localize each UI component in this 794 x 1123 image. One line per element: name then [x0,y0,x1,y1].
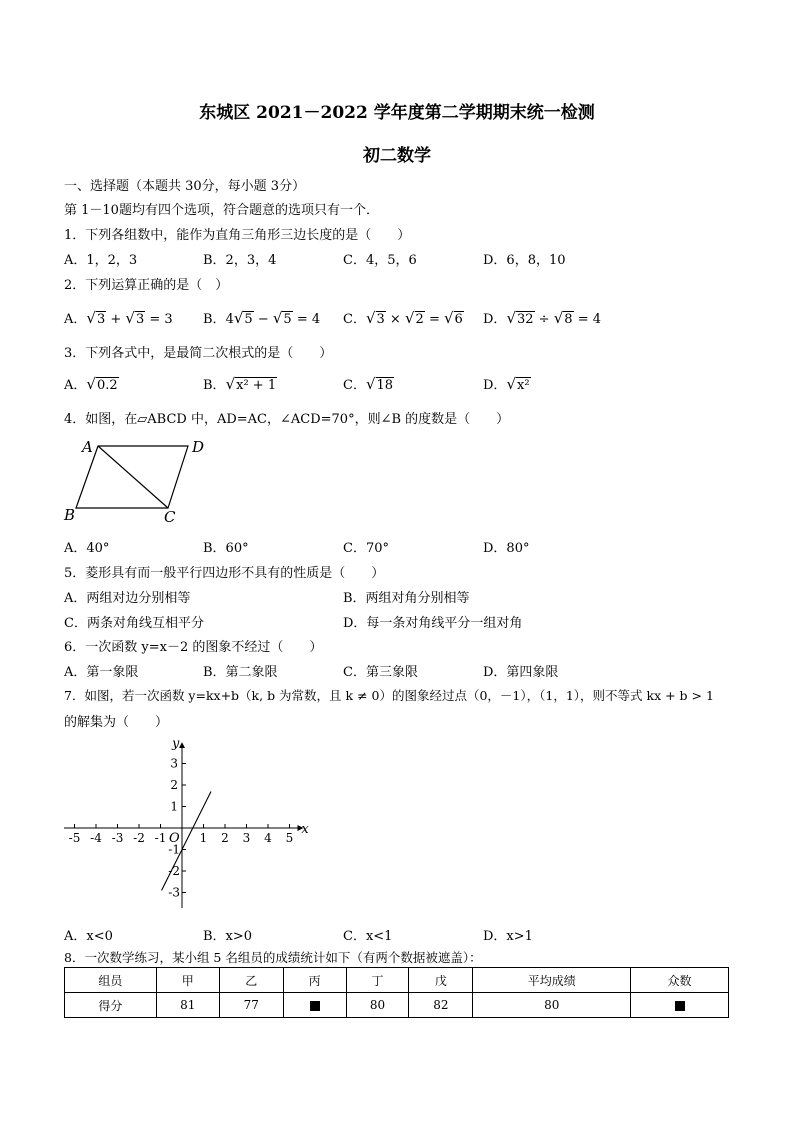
q7-stem: 7．如图，若一次函数 y=kx+b（k, b 为常数，且 k ≠ 0）的图象经过点（0，－1），（1，1），则不等式 kx + b > 1 [64,688,714,703]
section-heading: 一、选择题（本题共 30分，每小题 3分） [64,179,306,194]
page-subtitle: 初二数学 [363,146,431,166]
q2-option-a: A．√3 + √3 = 3 [64,309,173,327]
score-cell: 80 [346,993,409,1018]
x-tick-label: -1 [154,831,167,845]
y-tick-label: 1 [170,799,178,814]
q1-stem: 1．下列各组数中，能作为直角三角形三边长度的是（ ） [64,228,411,243]
q7-stem-2: 的解集为（ ） [64,715,169,730]
y-tick-label: 3 [170,756,178,771]
average-cell: 80 [473,993,631,1018]
parallelogram-figure [60,434,220,526]
page-title: 东城区 2021－2022 学年度第二学期期末统一检测 [199,103,595,123]
x-tick-label: 3 [242,831,251,845]
q6-option-d: D．第四象限 [483,665,559,680]
x-tick-label: 4 [264,831,272,845]
origin-label: O [169,831,180,846]
header-cell: 组员 [65,968,157,993]
q5-option-d: D．每一条对角线平分一组对角 [343,616,523,631]
q5-stem: 5．菱形具有而一般平行四边形不具有的性质是（ ） [64,566,385,581]
header-cell: 平均成绩 [473,968,631,993]
vertex-a: A [82,438,93,456]
y-axis-label: y [172,738,180,752]
x-tick-label: 5 [285,831,294,845]
q5-option-b: B．两组对角分别相等 [343,591,470,606]
x-tick-label: -2 [133,831,145,845]
covered-cell [631,993,729,1018]
q1-option-d: D．6，8，10 [483,253,566,268]
diagonal-ac [98,446,168,508]
q7-option-c: C．x<1 [343,929,393,944]
y-tick-label: -3 [168,885,180,900]
score-cell: 77 [219,993,283,1018]
q1-option-b: B．2，3，4 [203,253,277,268]
x-tick-label: -4 [90,831,102,845]
x-tick-label: 1 [199,831,208,845]
q3-option-b: B．√x² + 1 [203,375,277,393]
row-label-cell: 得分 [65,993,157,1018]
q2-stem: 2．下列运算正确的是（ ） [64,278,229,293]
q3-stem: 3．下列各式中，是最简二次根式的是（ ） [64,346,333,361]
score-cell: 81 [156,993,219,1018]
section-note: 第 1－10题均有四个选项，符合题意的选项只有一个． [64,203,379,218]
q7-option-d: D．x>1 [483,929,533,944]
q5-option-a: A．两组对边分别相等 [64,591,191,606]
y-tick-label: -2 [168,864,180,878]
q4-stem: 4．如图，在▱ABCD 中，AD=AC，∠ACD=70°，则∠B 的度数是（ ） [64,412,510,427]
vertex-c: C [164,508,176,526]
q1-option-a: A．1，2，3 [64,253,138,268]
q6-option-a: A．第一象限 [64,665,139,680]
header-cell: 丙 [283,968,346,993]
q3-option-d: D．√x² [483,375,530,393]
q4-option-d: D．80° [483,541,530,556]
q4-option-a: A．40° [64,541,110,556]
q4-option-b: B．60° [203,541,249,556]
q6-stem: 6．一次函数 y=x－2 的图象不经过（ ） [64,640,323,655]
covered-square-icon [310,1001,320,1011]
x-tick-label: -3 [111,831,124,845]
q7-option-b: B．x>0 [203,929,253,944]
q5-option-c: C．两条对角线互相平分 [64,616,204,631]
score-cell: 82 [409,993,473,1018]
q2-option-c: C．√3 × √2 = √6 [343,309,463,327]
x-axis-label: x [301,822,309,837]
q6-option-c: C．第三象限 [343,665,418,680]
x-tick-label: 2 [221,831,229,845]
y-tick-label: -1 [168,842,180,857]
q3-option-a: A．√0.2 [64,375,118,393]
q8-stem: 8．一次数学练习，某小组 5 名组员的成绩统计如下（有两个数据被遮盖）： [64,950,482,965]
header-cell: 甲 [156,968,219,993]
vertex-b: B [64,506,76,524]
coordinate-axes [64,743,302,908]
covered-square-icon [675,1001,685,1011]
q4-option-c: C．70° [343,541,389,556]
q1-option-c: C．4，5，6 [343,253,417,268]
q2-option-d: D．√32 ÷ √8 = 4 [483,309,601,327]
linear-function-graph [64,738,324,908]
q2-option-b: B．4√5 − √5 = 4 [203,309,321,327]
table-row [65,993,729,1018]
q3-option-c: C．√18 [343,375,394,393]
header-cell: 乙 [219,968,283,993]
header-cell: 众数 [631,968,729,993]
q7-option-a: A．x<0 [64,929,113,944]
header-cell: 戊 [409,968,473,993]
header-cell: 丁 [346,968,409,993]
vertex-d: D [192,438,205,456]
table-header-row [65,968,729,993]
score-table [64,967,729,1018]
q6-option-b: B．第二象限 [203,665,278,680]
y-tick-label: 2 [170,778,178,792]
x-tick-label: -5 [68,831,81,845]
covered-cell [283,993,346,1018]
